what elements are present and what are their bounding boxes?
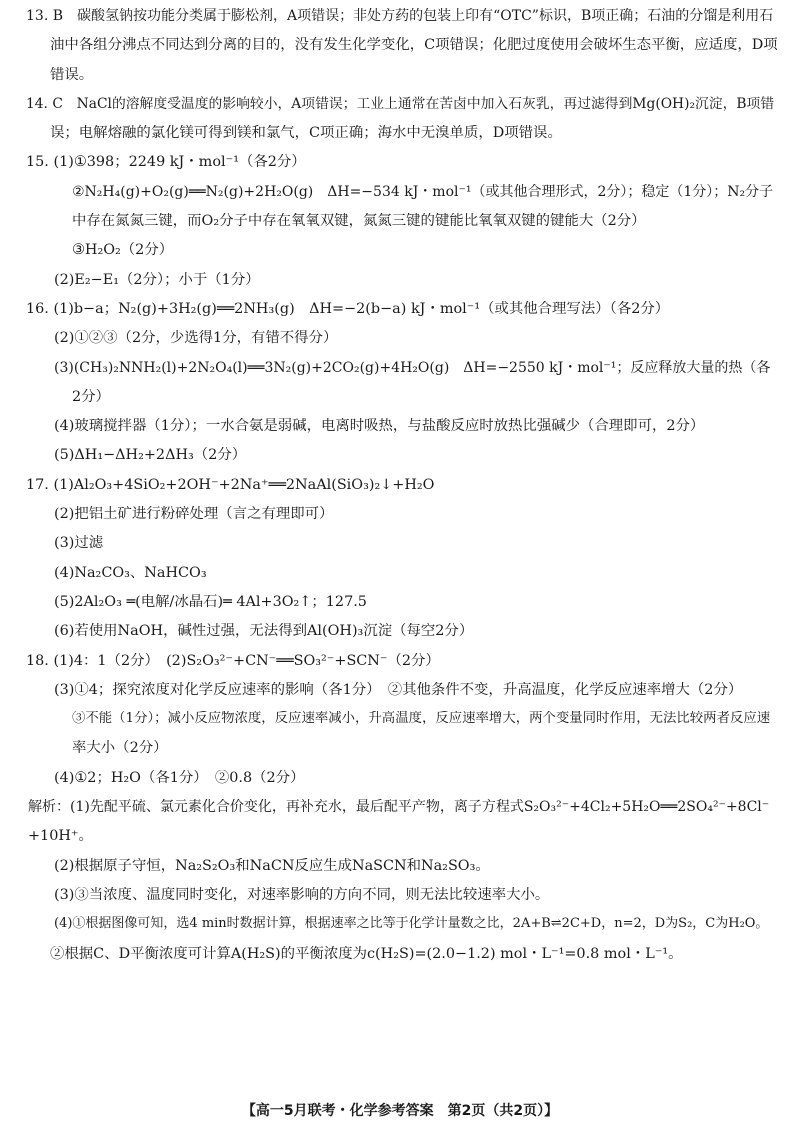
q16-part1: 16. (1)b−a；N₂(g)+3H₂(g)══2NH₃(g) ΔH=−2(b−a) kJ・mol⁻¹（或其他合理写法）（各2分） — [26, 300, 670, 317]
q15-part1-2-line-1: ②N₂H₄(g)+O₂(g)══N₂(g)+2H₂O(g) ΔH=−534 kJ・mol⁻¹（或其他合理形式，2分）；稳定（1分）；N₂分子 — [72, 183, 774, 200]
q14-line-2: 误；电解熔融的氯化镁可得到镁和氯气，C项正确；海水中无溴单质，D项错误。 — [50, 125, 562, 142]
q17-part6: (6)若使用NaOH，碱性过强，无法得到Al(OH)₃沉淀（每空2分） — [54, 623, 474, 640]
q18-part3-line-3: 率大小（2分） — [72, 740, 168, 757]
page-footer: 【高一5月联考・化学参考答案 第2页（共2页）】 — [241, 1103, 559, 1119]
q18-part3-line-1: (3)①4；探究浓度对化学反应速率的影响（各1分） ②其他条件不变，升高温度，化学反应速率增大（2分） — [54, 681, 743, 698]
q15-part1-3: ③H₂O₂（2分） — [72, 242, 174, 259]
q17-part2: (2)把铝土矿进行粉碎处理（言之有理即可） — [54, 506, 334, 523]
analysis-line-5: (4)①根据图像可知，选4 min时数据计算，根据速率之比等于化学计量数之比，2A+B⇌2C+D，n=2，D为S₂，C为H₂O。 — [54, 916, 769, 932]
analysis-line-3: (2)根据原子守恒，Na₂S₂O₃和NaCN反应生成NaSCN和Na₂SO₃。 — [54, 857, 490, 874]
q17-part5: (5)2Al₂O₃ ═(电解/冰晶石)═ 4Al+3O₂↑；127.5 — [54, 593, 367, 610]
q16-part4: (4)玻璃搅拌器（1分）；一水合氨是弱碱，电离时吸热，与盐酸反应时放热比强碱少（合理即可，2分） — [54, 418, 705, 435]
q17-part3: (3)过滤 — [54, 535, 104, 552]
q13-line-1: 13. B 碳酸氢钠按功能分类属于膨松剂，A项错误；非处方药的包装上印有“OTC”标识，B项正确；石油的分馏是利用石 — [26, 8, 774, 24]
q13-line-3: 错误。 — [50, 66, 94, 83]
analysis-line-6: ②根据C、D平衡浓度可计算A(H₂S)的平衡浓度为c(H₂S)=(2.0−1.2) mol・L⁻¹=0.8 mol・L⁻¹。 — [50, 945, 683, 962]
q14-line-1: 14. C NaCl的溶解度受温度的影响较小，A项错误；工业上通常在苦卤中加入石灰乳，再过滤得到Mg(OH)₂沉淀，B项错 — [26, 95, 775, 112]
analysis-line-1: 解析：(1)先配平硫、氯元素化合价变化，再补充水，最后配平产物，离子方程式S₂O₃²⁻+4Cl₂+5H₂O══2SO₄²⁻+8Cl⁻ — [28, 799, 770, 816]
q18-part3-line-2: ③不能（1分）；减小反应物浓度，反应速率减小，升高温度，反应速率增大，两个变量同时作用，无法比较两者反应速 — [72, 711, 771, 727]
q13-line-2: 油中各组分沸点不同达到分离的目的，没有发生化学变化，C项错误；化肥过度使用会破坏生态平衡，应适度，D项 — [50, 37, 778, 54]
q15-part1: 15. (1)①398；2249 kJ・mol⁻¹（各2分） — [26, 154, 306, 171]
q16-part5: (5)ΔH₁−ΔH₂+2ΔH₃（2分） — [54, 447, 247, 464]
q15-part2: (2)E₂−E₁（2分）；小于（1分） — [54, 271, 260, 288]
analysis-line-2: +10H⁺。 — [28, 828, 93, 845]
q18-part1-2: 18. (1)4：1（2分） (2)S₂O₃²⁻+CN⁻══SO₃²⁻+SCN⁻（2分） — [26, 652, 440, 669]
q17-part4: (4)Na₂CO₃、NaHCO₃ — [54, 564, 207, 581]
q16-part3-line-2: 2分） — [72, 388, 110, 405]
analysis-line-4: (3)③当浓度、温度同时变化，对速率影响的方向不同，则无法比较速率大小。 — [54, 886, 550, 903]
q16-part3-line-1: (3)(CH₃)₂NNH₂(l)+2N₂O₄(l)══3N₂(g)+2CO₂(g)+4H₂O(g) ΔH=−2550 kJ・mol⁻¹；反应释放大量的热（各 — [54, 359, 771, 376]
q17-part1: 17. (1)Al₂O₃+4SiO₂+2OH⁻+2Na⁺══2NaAl(SiO₃)₂↓+H₂O — [26, 476, 435, 493]
q18-part4: (4)①2；H₂O（各1分） ②0.8（2分） — [54, 769, 305, 786]
q16-part2: (2)①②③（2分，少选得1分，有错不得分） — [54, 330, 338, 347]
q15-part1-2-line-2: 中存在氮氮三键，而O₂分子中存在氧氧双键，氮氮三键的键能比氧氧双键的键能大（2分） — [72, 213, 646, 230]
